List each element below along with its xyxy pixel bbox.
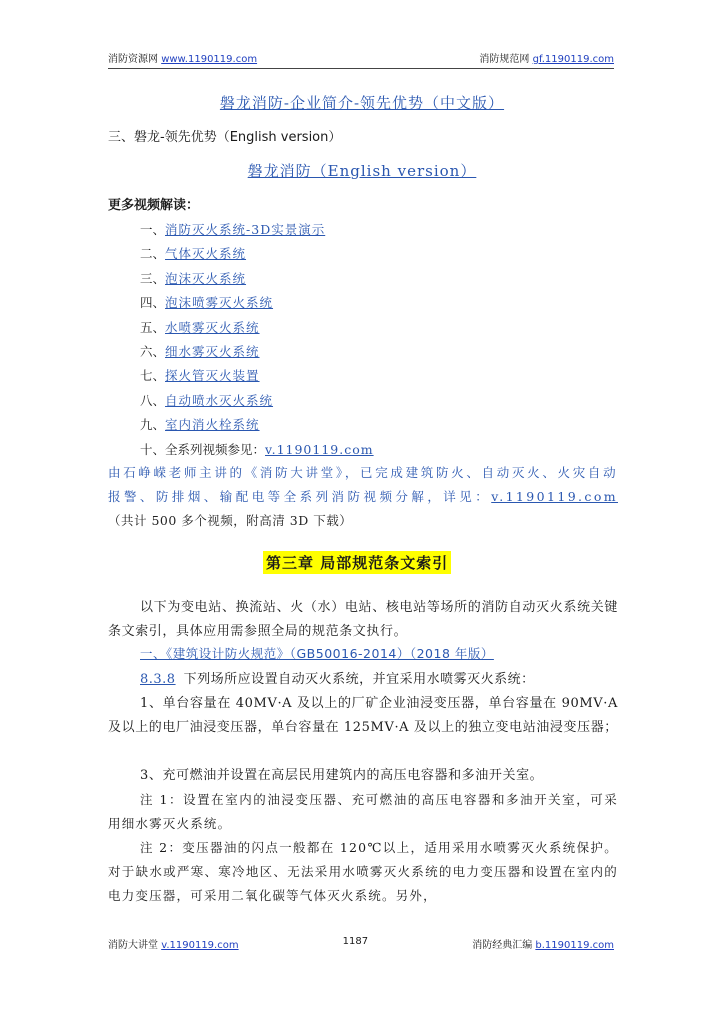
video-item-number: 一、 [140,222,166,237]
footer-right [472,936,614,951]
item-one-paragraph: 1、单台容量在 40MV·A 及以上的厂矿企业油浸变压器，单台容量在 90MV·A 及以上的电厂油浸变压器，单台容量在 125MV·A 及以上的独立变电站油浸变压器； [108,696,618,735]
note-one-paragraph: 注 1：设置在室内的油浸变压器、充可燃油的高压电容器和多油开关室，可采用细水雾灭火系统。 [108,792,618,831]
more-videos-heading: 更多视频解读： [108,198,200,213]
video-item-number: 三、 [140,270,166,286]
series-line-link[interactable]: v.1190119.com [265,441,374,457]
video-item [140,340,374,364]
video-item [140,389,374,413]
video-item [140,242,374,266]
footer-right-label: 消防经典汇编 [472,940,533,951]
promo-tail: （共计 500 多个视频，附高清 3D 下载） [108,513,353,528]
title-english-version [0,160,724,181]
video-item-number: 二、 [140,246,166,262]
clause-line [140,668,535,687]
video-item-number: 六、 [140,343,166,359]
video-item [140,316,374,340]
clause-number-link[interactable]: 8.3.8 [140,672,176,687]
page-footer [108,936,614,951]
video-item-link[interactable]: 泡沫喷雾灭火系统 [165,295,274,311]
video-item-number: 九、 [140,417,166,433]
title-chinese-link[interactable]: 磐龙消防-企业简介-领先优势（中文版） [219,94,505,112]
standard-heading-link[interactable]: 一、《建筑设计防火规范》（GB50016-2014）（2018 年版） [140,646,494,661]
footer-right-link[interactable]: b.1190119.com [535,940,614,951]
video-item [140,413,374,437]
video-item-link[interactable]: 气体灭火系统 [165,246,247,262]
video-item [140,218,374,242]
video-item-link[interactable]: 细水雾灭火系统 [165,343,260,359]
note-two-paragraph: 注 2：变压器油的闪点一般都在 120℃以上，适用采用水喷雾灭火系统保护。对于缺水或严寒、寒冷地区、无法采用水喷雾灭火系统的电力变压器和设置在室内的电力变压器，可采用二氧化碳等气体灭火系统。另外， [108,840,618,903]
intro-paragraph: 以下为变电站、换流站、火（水）电站、核电站等场所的消防自动灭火系统关键条文索引，具体应用需参照全局的规范条文执行。 [108,600,618,639]
footer-left-label: 消防大讲堂 [108,940,158,951]
video-item [140,267,374,291]
video-item-link[interactable]: 室内消火栓系统 [165,417,260,433]
page-header [108,50,614,69]
header-left [108,50,257,65]
video-item-link[interactable]: 消防灭火系统-3D实景演示 [165,222,326,237]
video-item-number: 七、 [140,368,166,384]
promo-link[interactable]: v.1190119.com [491,489,618,504]
title-chinese-version [0,92,724,113]
footer-left [108,936,239,951]
video-item-number: 四、 [140,295,166,311]
footer-left-link[interactable]: v.1190119.com [161,940,239,951]
item-three-paragraph: 3、充可燃油并设置在高层民用建筑内的高压电容器和多油开关室。 [140,768,544,783]
series-line [140,438,374,462]
promo-paragraph [108,461,618,533]
video-list [140,218,374,462]
video-item-number: 五、 [140,319,166,335]
video-item-link[interactable]: 探火管灭火装置 [165,368,260,384]
series-line-text: 十、全系列视频参见： [140,441,266,457]
header-right [479,50,614,65]
video-item-link[interactable]: 泡沫灭火系统 [165,270,247,286]
chapter-heading: 第三章 局部规范条文索引 [263,551,451,574]
clause-text: 下列场所应设置自动灭火系统，并宜采用水喷雾灭火系统： [183,672,535,687]
header-right-label: 消防规范网 [479,54,530,65]
video-item [140,291,374,315]
video-item [140,364,374,388]
header-right-link[interactable]: gf.1190119.com [532,54,614,65]
video-item-link[interactable]: 水喷雾灭火系统 [165,319,260,335]
header-left-link[interactable]: www.1190119.com [161,54,258,65]
header-left-label: 消防资源网 [108,54,158,65]
video-item-number: 八、 [140,392,166,408]
title-english-link[interactable]: 磐龙消防（English version） [247,162,477,180]
section-three-heading: 三、磐龙-领先优势（English version） [108,130,342,145]
video-item-link[interactable]: 自动喷水灭火系统 [165,392,274,408]
promo-text: 由石峥嵘老师主讲的《消防大讲堂》，已完成建筑防火、自动灭火、火灾自动报警、防排烟、输配电等全系列消防视频分解，详见： [108,465,618,504]
page-number: 1187 [342,936,369,947]
